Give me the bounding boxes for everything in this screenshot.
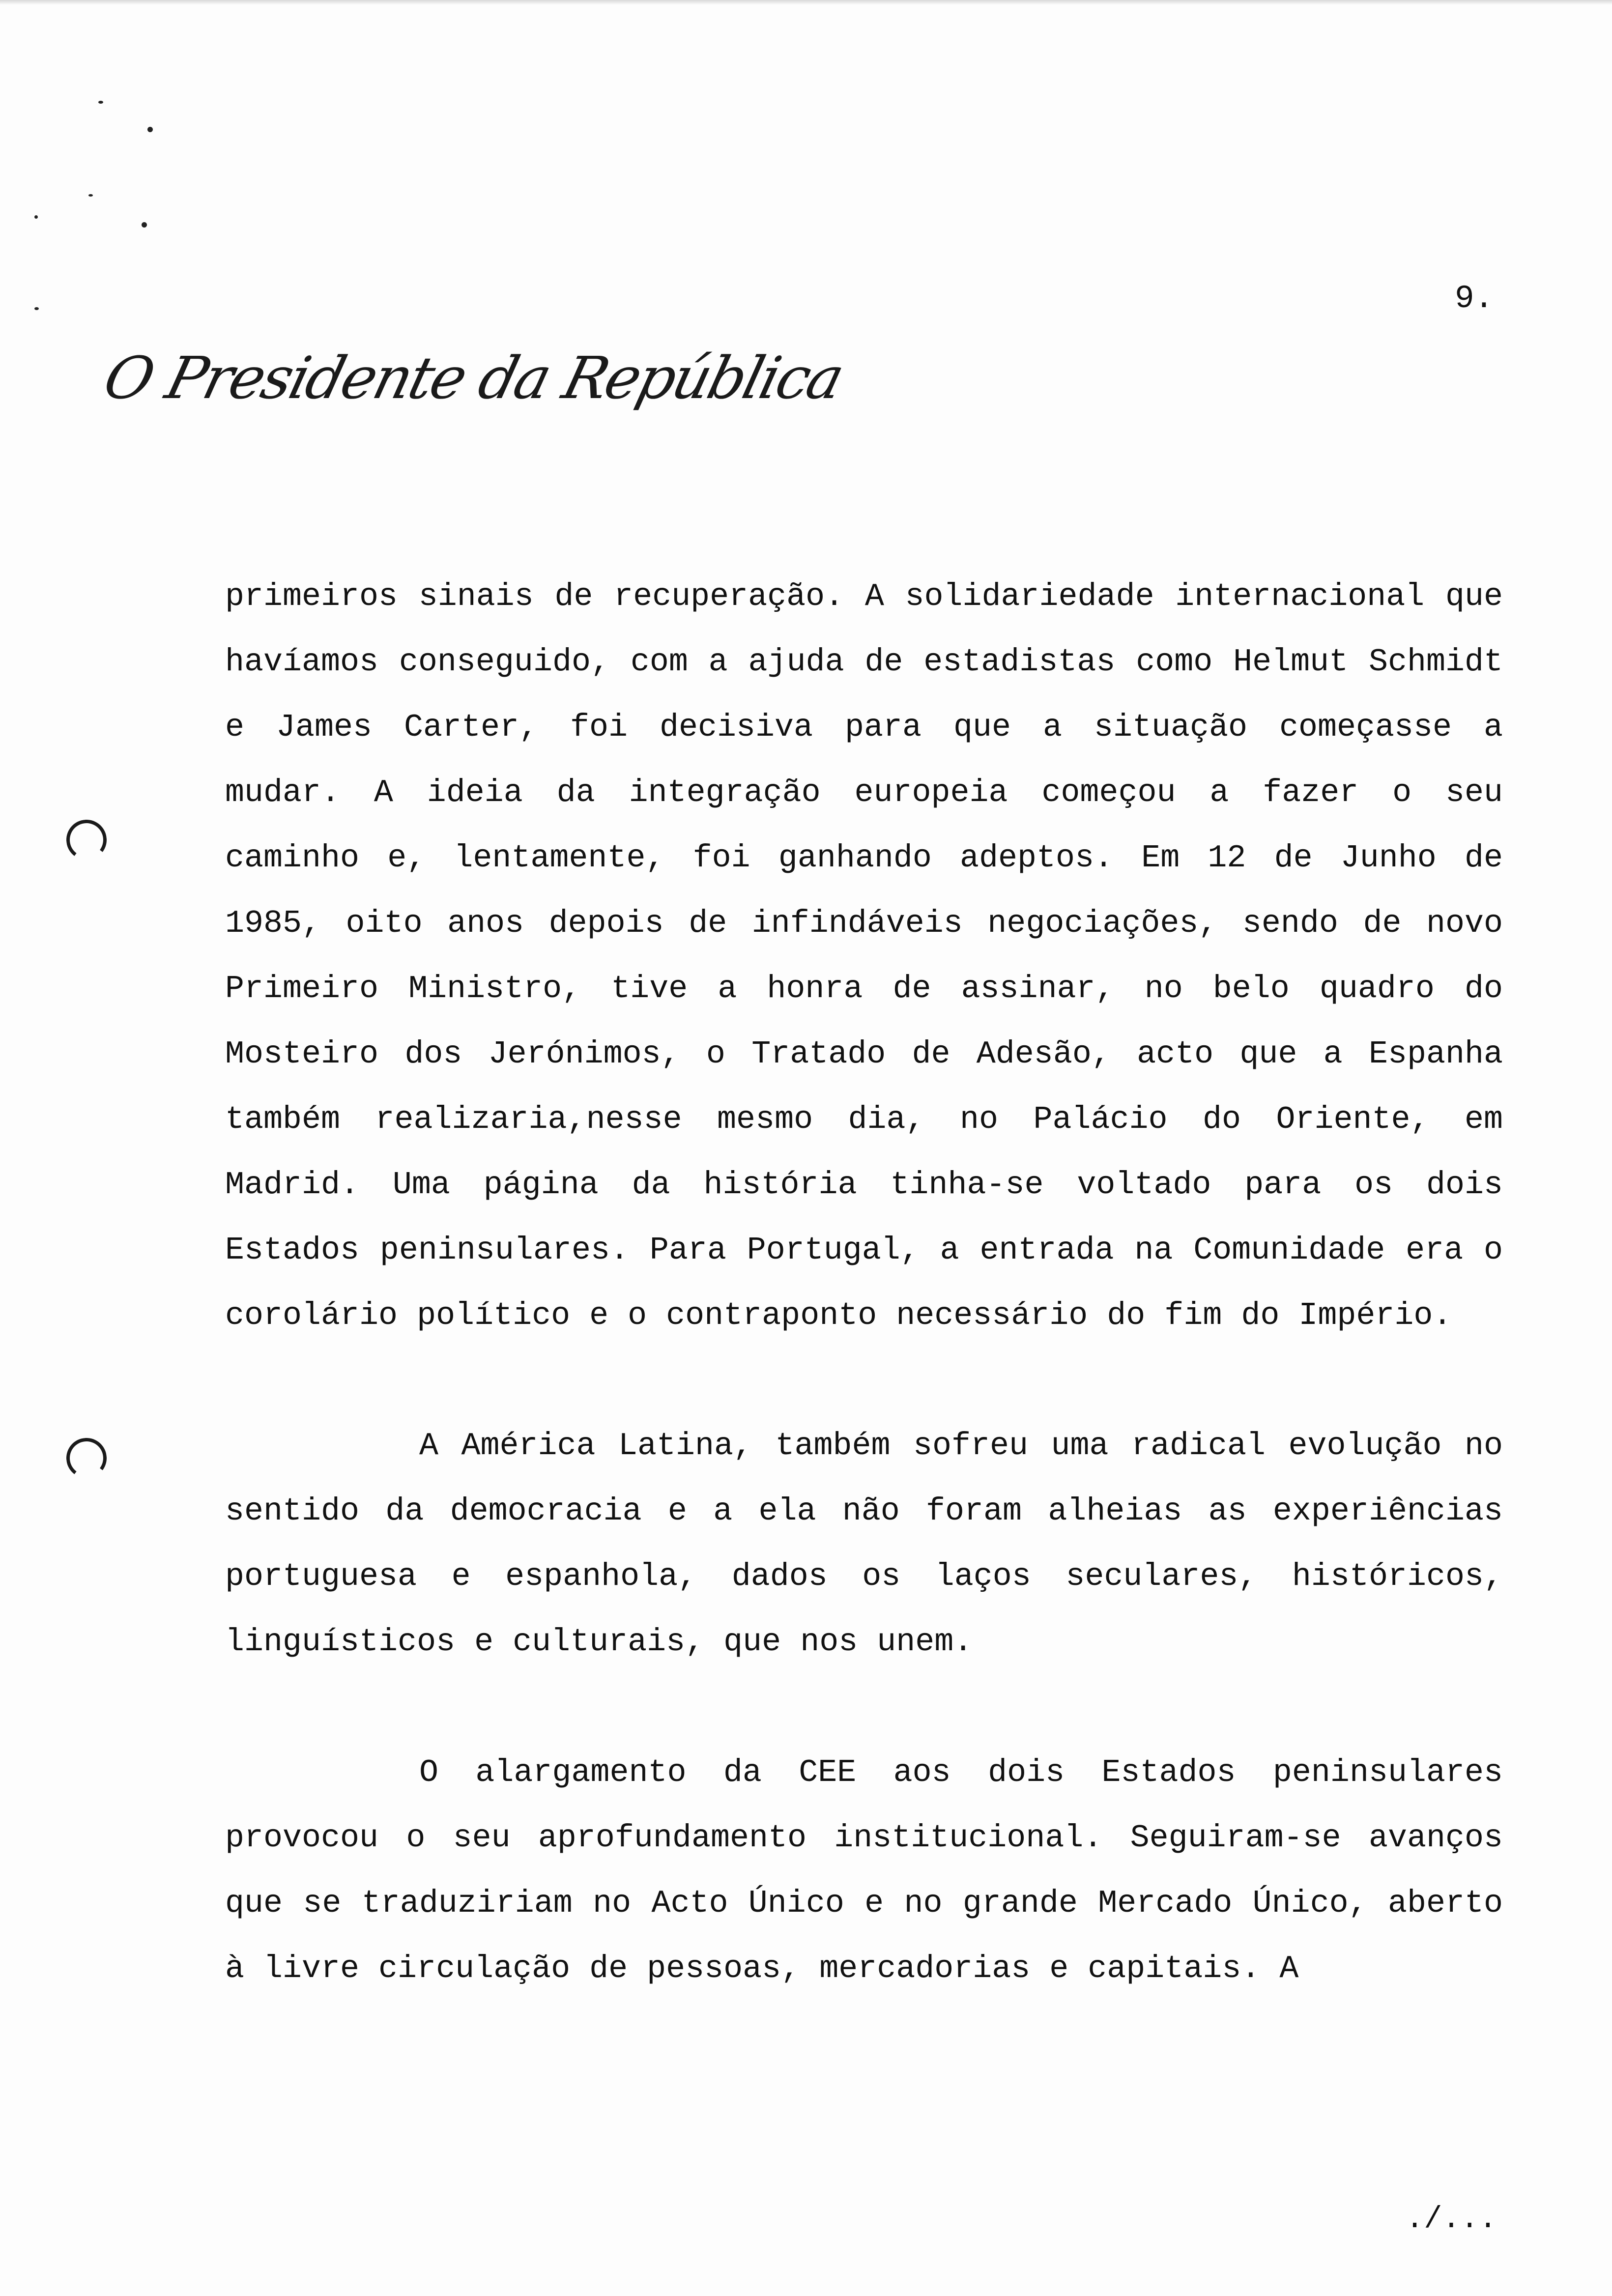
scan-speck: [98, 101, 103, 104]
scan-speck: [88, 194, 93, 197]
paragraph-gap: [225, 1349, 1503, 1413]
paragraph-gap: [225, 1675, 1503, 1740]
continuation-mark: ./...: [1406, 2202, 1497, 2237]
paragraph: A América Latina, também sofreu uma radical evolução no sentido da democracia e a ela não foram alheias as experiências portuguesa e espanhola, dados os laços seculares, históricos, linguísticos e culturais, que nos unem.: [225, 1428, 1503, 1660]
scan-speck: [34, 215, 38, 219]
punch-hole-upper: [64, 817, 110, 863]
paragraph: O alargamento da CEE aos dois Estados peninsulares provocou o seu aprofundamento institucional. Seguiram-se avanços que se traduziriam no Acto Único e no grande Mercado Único, aberto à livre circulação de pessoas, mercadorias e capitais. A: [225, 1754, 1503, 1987]
scan-edge: [0, 0, 1612, 5]
paragraph: primeiros sinais de recuperação. A solidariedade internacional que havíamos conseguido, com a ajuda de estadistas como Helmut Schmidt e James Carter, foi decisiva para que a situação começasse a mudar. A ideia da integração europeia começou a fazer o seu caminho e, lentamente, foi ganhando adeptos. Em 12 de Junho de 1985, oito anos depois de infindáveis negociações, sendo de novo Primeiro Ministro, tive a honra de assinar, no belo quadro do Mosteiro dos Jerónimos, o Tratado de Adesão, acto que a Espanha também realizaria,nesse mesmo dia, no Palácio do Oriente, em Madrid. Uma página da história tinha-se voltado para os dois Estados peninsulares. Para Portugal, a entrada na Comunidade era o corolário político e o contraponto necessário do fim do Império.: [225, 578, 1503, 1334]
punch-hole-lower: [64, 1435, 110, 1481]
scan-speck: [142, 222, 147, 228]
letterhead: O Presidente da República: [97, 344, 849, 412]
body-text: [225, 564, 1503, 2002]
scan-speck: [147, 127, 153, 132]
page-number: 9.: [1455, 280, 1494, 317]
scan-speck: [34, 307, 39, 310]
